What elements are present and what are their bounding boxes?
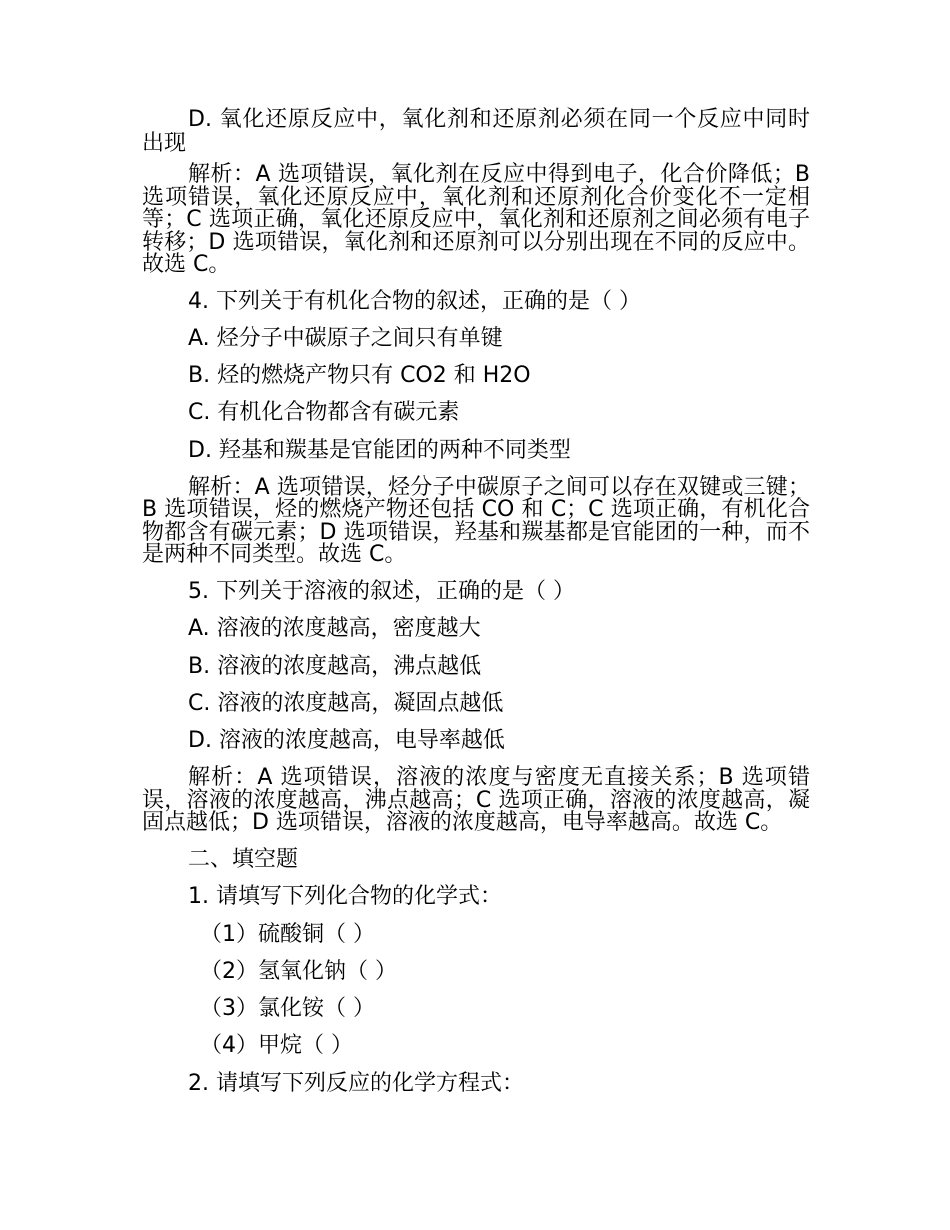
option-5b: B. 溶液的浓度越高，沸点越低 <box>188 653 482 679</box>
option-4c: C. 有机化合物都含有碳元素 <box>188 400 460 426</box>
option-4b: B. 烃的燃烧产物只有 CO2 和 H2O <box>188 363 531 389</box>
fill-item-3: （3）氯化铵（ ） <box>200 996 375 1022</box>
option-5c: C. 溶液的浓度越高，凝固点越低 <box>188 690 504 716</box>
fill-question-2: 2. 请填写下列反应的化学方程式： <box>188 1070 524 1096</box>
document-page <box>142 108 810 1102</box>
option-d-redox: D. 氧化还原反应中，氧化剂和还原剂必须在同一个反应中同时出现 <box>142 107 810 156</box>
fill-item-2: （2）氢氧化钠（ ） <box>200 958 397 984</box>
fill-item-1: （1）硫酸铜（ ） <box>200 921 375 947</box>
option-5d: D. 溶液的浓度越高，电导率越低 <box>188 728 505 754</box>
option-5a: A. 溶液的浓度越高，密度越大 <box>188 616 481 642</box>
explanation-q3: 解析：A 选项错误，氧化剂在反应中得到电子，化合价降低；B 选项错误，氧化还原反应中，氧化剂和还原剂化合价变化不一定相等；C 选项正确，氧化还原反应中，氧化剂和还原剂之间必须有电子转移；D 选项错误，氧化剂和还原剂可以分别出现在不同的反应中。故选 C。 <box>142 162 810 277</box>
question-5: 5. 下列关于溶液的叙述，正确的是（ ） <box>188 578 575 604</box>
fill-item-4: （4）甲烷（ ） <box>200 1033 353 1059</box>
question-4: 4. 下列关于有机化合物的叙述，正确的是（ ） <box>188 288 641 314</box>
section-heading-fill-in: 二、填空题 <box>188 846 299 872</box>
option-4d: D. 羟基和羰基是官能团的两种不同类型 <box>188 437 571 463</box>
option-4a: A. 烃分子中碳原子之间只有单键 <box>188 325 503 351</box>
explanation-q5: 解析：A 选项错误，溶液的浓度与密度无直接关系；B 选项错误，溶液的浓度越高，沸点越高；C 选项正确，溶液的浓度越高，凝固点越低；D 选项错误，溶液的浓度越高，电导率越高。故选 C。 <box>142 765 810 836</box>
explanation-q4: 解析：A 选项错误，烃分子中碳原子之间可以存在双键或三键；B 选项错误，烃的燃烧产物还包括 CO 和 C；C 选项正确，有机化合物都含有碳元素；D 选项错误，羟基和羰基都是官能团的一种，而不是两种不同类型。故选 C。 <box>142 474 810 568</box>
fill-question-1: 1. 请填写下列化合物的化学式： <box>188 884 502 910</box>
